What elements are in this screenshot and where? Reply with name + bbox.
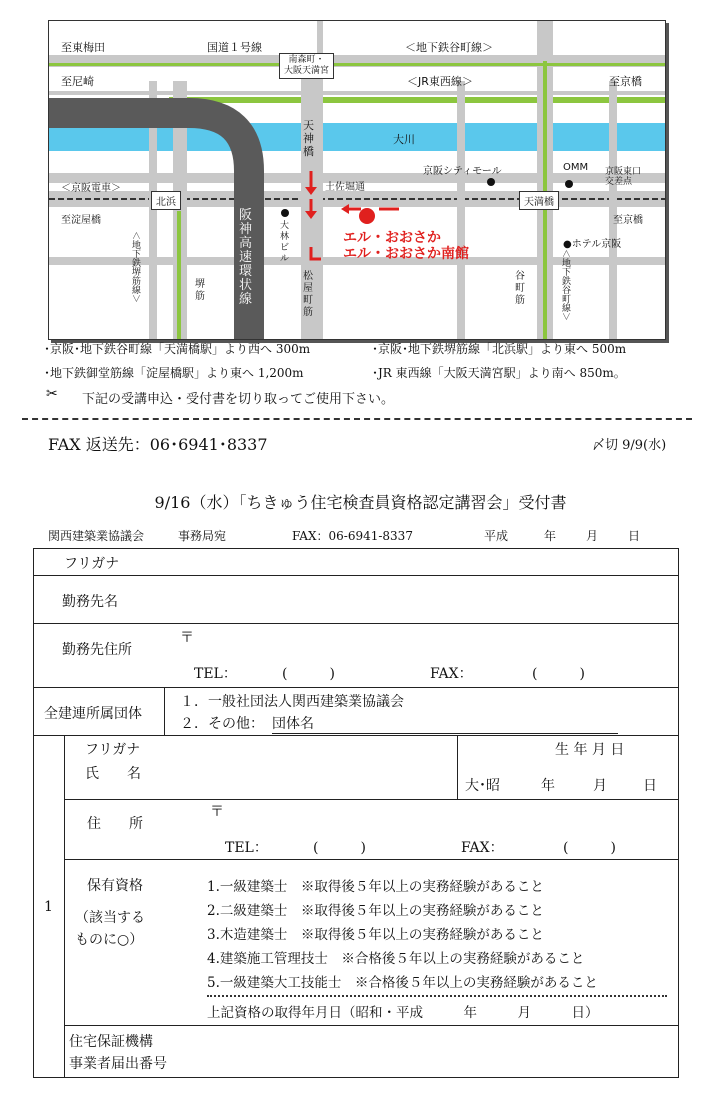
furigana-label: フリガナ: [64, 556, 120, 572]
form-era: 平成: [484, 529, 509, 543]
birth-day: 日: [643, 778, 657, 794]
person-postal-mark: 〒: [210, 804, 224, 820]
form-org: 関西建築業協議会: [48, 529, 145, 543]
label-tanimachi-line-v: ＜地下鉄谷町線＞: [560, 249, 570, 322]
label-hanshin: 阪 神 高 速 環 状 線: [239, 208, 253, 307]
label-to-kyobashi-2: 至京橋: [613, 215, 643, 226]
qual-item-2[interactable]: 2.二級建築士 ※取得後５年以上の実務経験があること: [207, 903, 544, 919]
label-tenmabashi: 天満橋: [519, 191, 559, 210]
label-sakaisuji: 堺 筋: [195, 279, 205, 302]
tel-paren: ( ): [282, 666, 335, 682]
cut-instruction: 下記の受講申込・受付書を切り取ってご使用下さい。: [82, 392, 395, 407]
birth-era: 大･昭: [465, 778, 500, 794]
warranty-label-2: 事業者届出番号: [69, 1056, 167, 1072]
birth-label: 生 年 月 日: [555, 742, 625, 758]
qual-note: （該当する ものに○）: [75, 910, 145, 948]
form-office: 事務局宛: [178, 529, 227, 543]
label-omm: OMM: [563, 162, 589, 173]
person-addr-label: 住 所: [87, 816, 143, 832]
workplace-addr-input[interactable]: [194, 625, 674, 659]
group-divider: [164, 687, 165, 735]
form-year: 年: [544, 529, 557, 543]
label-obayashi: 大 林 ビ ル: [280, 221, 290, 264]
warranty-input[interactable]: [195, 1027, 673, 1073]
form-day: 日: [628, 529, 641, 543]
fax-return: FAX 返送先：06･6941･8337: [48, 435, 268, 454]
label-minamimorimachi: 南森町・ 大阪天満宮: [279, 53, 334, 79]
form-table: [33, 548, 679, 1078]
person-fax-paren: ( ): [563, 840, 616, 856]
row-qualification: [65, 859, 678, 1026]
jr-tozai-line: [169, 97, 665, 103]
citymall-dot: [487, 178, 495, 186]
participant-number: 1: [44, 899, 53, 915]
row-group: [34, 687, 678, 736]
group-label: 全建連所属団体: [44, 706, 142, 722]
jr-road: [49, 91, 665, 95]
row-workplace-address: [34, 623, 678, 688]
label-venue-2: エル・おおさか南館: [343, 246, 469, 262]
group-option-1[interactable]: １．一般社団法人関西建築業協議会: [180, 694, 404, 710]
label-keihan-higashi: 京阪東口 交差点: [605, 167, 642, 187]
qual-label: 保有資格: [87, 878, 143, 894]
form-fax: FAX：06-6941-8337: [292, 529, 413, 543]
label-kitahama: 北浜: [151, 191, 181, 210]
workplace-label: 勤務先名: [62, 594, 118, 610]
note-left-1: ･京阪･地下鉄谷町線「天満橋駅」より西へ 300m: [44, 342, 311, 356]
fax-label: FAX：: [430, 666, 473, 682]
access-map: [48, 20, 666, 340]
person-addr-input[interactable]: [225, 801, 675, 833]
sakaisuji-line: [177, 211, 181, 339]
label-to-amagasaki: 至尼崎: [61, 75, 94, 88]
person-fax-label: FAX：: [461, 840, 504, 856]
cut-line: [22, 418, 692, 420]
obayashi-dot: [281, 209, 289, 217]
tanimachi-line-h: [49, 63, 665, 66]
form-title: 9/16（水）「ちきゅう住宅検査員資格認定講習会」受付書: [154, 493, 567, 512]
furigana-input[interactable]: [164, 549, 674, 573]
postal-mark: 〒: [180, 630, 194, 646]
birth-year: 年: [541, 778, 555, 794]
road-v4: [609, 81, 617, 339]
label-tanimachisuji: 谷 町 筋: [515, 271, 525, 306]
warranty-label-1: 住宅保証機構: [69, 1034, 153, 1050]
row-warranty: [65, 1025, 678, 1077]
row-person-address: [65, 799, 678, 860]
qual-item-1[interactable]: 1.一級建築士 ※取得後５年以上の実務経験があること: [207, 879, 544, 895]
fax-paren: ( ): [532, 666, 585, 682]
label-okawa: 大川: [393, 133, 415, 146]
note-right-1: ･京阪･地下鉄堺筋線「北浜駅」より東へ 500m: [372, 342, 627, 356]
person-name-input[interactable]: [185, 737, 451, 795]
label-to-yodoyabashi: 至淀屋橋: [61, 215, 101, 226]
label-route1: 国道１号線: [207, 41, 262, 54]
label-matsuyamachi: 松 屋 町 筋: [303, 271, 313, 318]
label-to-kyobashi-1: 至京橋: [609, 75, 642, 88]
label-keihan-densha: ＜京阪電車＞: [61, 183, 121, 194]
omm-dot: [565, 180, 573, 188]
label-keihan-city-mall: 京阪シティモール: [423, 166, 502, 177]
row-person-name: [65, 735, 678, 800]
group-option-2[interactable]: ２．その他：: [180, 716, 264, 732]
label-tosabori: 土佐堀通: [325, 182, 365, 193]
label-tenjinbashi: 天 神 橋: [303, 119, 314, 158]
person-tel-label: TEL：: [225, 840, 268, 856]
label-venue-1: エル・おおさか: [343, 230, 441, 246]
qual-item-3[interactable]: 3.木造建築士 ※取得後５年以上の実務経験があること: [207, 927, 544, 943]
qual-date[interactable]: 上記資格の取得年月日（昭和・平成 年 月 日）: [207, 1005, 599, 1021]
workplace-input[interactable]: [164, 577, 674, 621]
birth-month: 月: [593, 778, 607, 794]
note-left-2: ･地下鉄御堂筋線「淀屋橋駅」より東へ 1,200m: [44, 366, 304, 380]
form-month: 月: [586, 529, 599, 543]
birth-divider: [457, 735, 458, 799]
scissors-icon: ✂: [46, 386, 58, 402]
group-name-input[interactable]: 団体名: [272, 713, 618, 734]
label-jr-tozai: ＜JR東西線＞: [407, 75, 473, 88]
label-sakaisuji-line: ＜地下鉄堺筋線＞: [130, 231, 140, 304]
note-right-2: ･JR 東西線「大阪天満宮駅」より南へ 850m。: [372, 366, 626, 380]
row-workplace: [34, 575, 678, 624]
person-furigana-label: フリガナ: [85, 742, 141, 758]
person-tel-paren: ( ): [313, 840, 366, 856]
venue-marker: [359, 208, 375, 224]
person-name-label: 氏 名: [85, 766, 141, 782]
qual-dotted-divider: [207, 995, 667, 997]
qual-item-5[interactable]: 5.一級建築大工技能士 ※合格後５年以上の実務経験があること: [207, 975, 598, 991]
tel-label: TEL：: [194, 666, 237, 682]
participant-number-col: [34, 735, 65, 1077]
label-to-higashi-umeda: 至東梅田: [61, 41, 105, 54]
label-hotel-keihan: ●ホテル京阪: [563, 239, 622, 250]
label-tanimachi-line: ＜地下鉄谷町線＞: [405, 41, 493, 54]
qual-item-4[interactable]: 4.建築施工管理技士 ※合格後５年以上の実務経験があること: [207, 951, 585, 967]
row-furigana: [34, 549, 678, 576]
road-v3: [457, 81, 465, 339]
deadline: 〆切 9/9(水): [592, 438, 667, 453]
workplace-addr-label: 勤務先住所: [62, 642, 132, 658]
